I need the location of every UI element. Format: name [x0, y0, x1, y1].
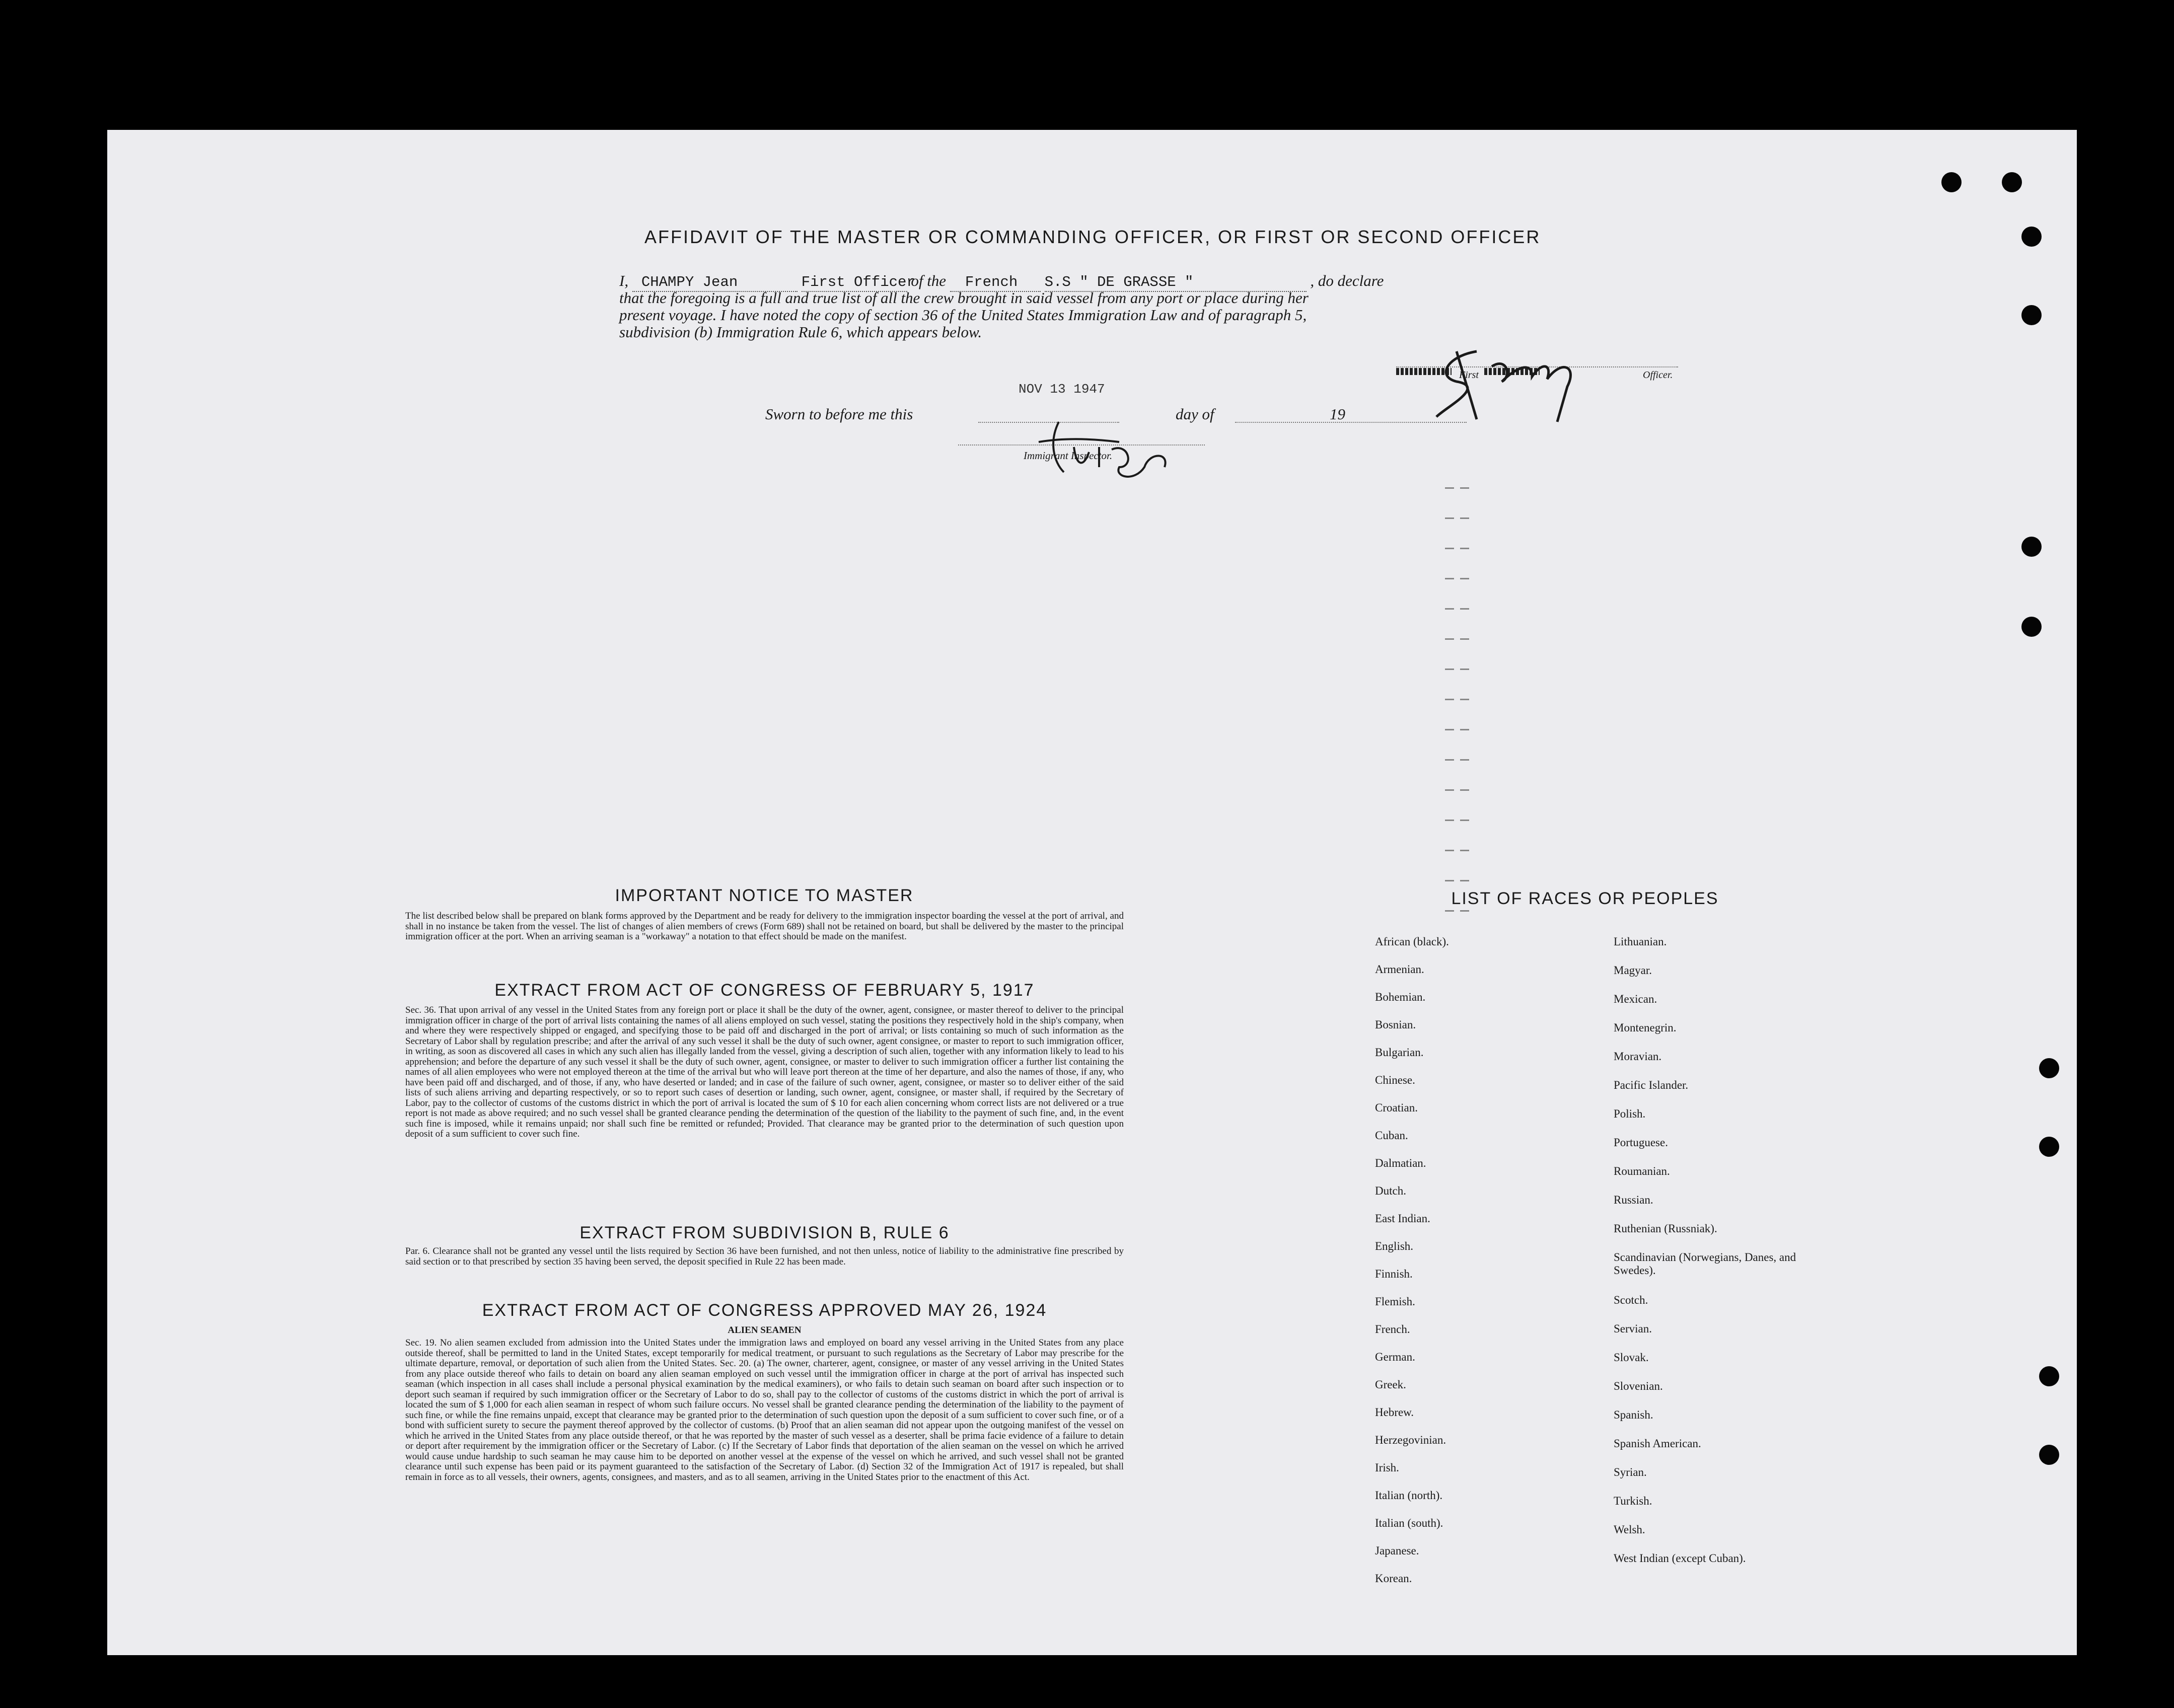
race-item: Servian.: [1614, 1322, 1652, 1335]
race-item: Cuban.: [1375, 1129, 1408, 1142]
race-item: Greek.: [1375, 1378, 1406, 1391]
column-dash: [1445, 578, 1454, 579]
race-item: Italian (north).: [1375, 1489, 1443, 1502]
column-dash: [1460, 548, 1469, 549]
declaration-line-4: subdivision (b) Immigration Rule 6, which appears below.: [619, 323, 982, 341]
date-stamp: NOV 13 1947: [1019, 382, 1105, 397]
race-item: Japanese.: [1375, 1544, 1419, 1557]
race-item: Chinese.: [1375, 1074, 1415, 1086]
punch-hole: [1941, 172, 1962, 192]
race-item: Dalmatian.: [1375, 1157, 1426, 1169]
race-item: Mexican.: [1614, 993, 1657, 1005]
race-item: Welsh.: [1614, 1523, 1645, 1536]
race-item: Bosnian.: [1375, 1018, 1416, 1031]
race-item: Bohemian.: [1375, 991, 1426, 1003]
column-dash: [1445, 638, 1454, 640]
declaration-line-2: that the foregoing is a full and true list of all the crew brought in said vessel from any port or place during her: [619, 289, 1309, 307]
race-item: Scandinavian (Norwegians, Danes, and Swedes).: [1614, 1251, 1796, 1277]
race-item: Turkish.: [1614, 1495, 1652, 1507]
column-dash: [1460, 638, 1469, 640]
race-item: Korean.: [1375, 1572, 1412, 1585]
race-item: Finnish.: [1375, 1268, 1413, 1280]
vessel-name: S.S " DE GRASSE ": [1045, 274, 1307, 292]
race-item: Spanish American.: [1614, 1437, 1701, 1450]
race-item: Portuguese.: [1614, 1136, 1668, 1149]
officer-rank: First Officer: [802, 274, 907, 292]
punch-hole: [2021, 305, 2042, 325]
race-item: Russian.: [1614, 1194, 1653, 1206]
race-item: Spanish.: [1614, 1408, 1653, 1421]
race-item: Lithuanian.: [1614, 935, 1667, 948]
punch-hole: [2021, 537, 2042, 557]
affidavit-title: AFFIDAVIT OF THE MASTER OR COMMANDING OFFICER, OR FIRST OR SECOND OFFICER: [644, 227, 1541, 247]
race-item: French.: [1375, 1323, 1410, 1335]
column-dash: [1460, 578, 1469, 579]
race-item: Italian (south).: [1375, 1517, 1443, 1529]
race-item: Pacific Islander.: [1614, 1079, 1689, 1091]
column-dash: [1460, 759, 1469, 761]
race-item: African (black).: [1375, 935, 1449, 948]
column-dash: [1445, 729, 1454, 730]
column-dash: [1445, 669, 1454, 670]
do-declare-label: , do declare: [1310, 272, 1384, 289]
extract-1924-title: EXTRACT FROM ACT OF CONGRESS APPROVED MAY 26, 1924: [482, 1301, 1047, 1320]
races-title: LIST OF RACES OR PEOPLES: [1451, 889, 1719, 908]
column-dash: [1460, 820, 1469, 821]
column-dash: [1445, 880, 1454, 881]
column-dash: [1445, 820, 1454, 821]
race-item: Montenegrin.: [1614, 1021, 1677, 1034]
column-dash: [1445, 759, 1454, 761]
column-dash: [1445, 548, 1454, 549]
race-item: Bulgarian.: [1375, 1046, 1424, 1059]
officer-signature: [1416, 336, 1688, 427]
punch-hole: [2021, 617, 2042, 637]
of-the-label: of the: [911, 272, 947, 289]
race-item: Syrian.: [1614, 1466, 1647, 1478]
punch-hole: [2039, 1366, 2059, 1386]
extract-1917-title: EXTRACT FROM ACT OF CONGRESS OF FEBRUARY 5, 1917: [494, 981, 1035, 1000]
column-dash: [1460, 850, 1469, 851]
column-dash: [1460, 517, 1469, 519]
column-dash: [1460, 487, 1469, 489]
race-item: Ruthenian (Russniak).: [1614, 1222, 1717, 1235]
punch-hole: [2039, 1137, 2059, 1157]
column-dash: [1460, 608, 1469, 610]
rule6-body: Par. 6. Clearance shall not be granted any vessel until the lists required by Section 36 have been furnished, and not then unless, notice of liability to the administrative fine prescribed by said section or to that prescribed by section 35 having been served, the deposit specified in Rule 22 has been made.: [405, 1246, 1124, 1267]
pronoun: I,: [619, 272, 629, 289]
race-item: Irish.: [1375, 1461, 1399, 1474]
officer-name: CHAMPY Jean: [632, 274, 798, 292]
column-dash: [1445, 910, 1454, 912]
race-item: Slovenian.: [1614, 1380, 1663, 1392]
race-item: English.: [1375, 1240, 1414, 1252]
column-dash: [1445, 487, 1454, 489]
column-dash: [1445, 608, 1454, 610]
rule6-title: EXTRACT FROM SUBDIVISION B, RULE 6: [579, 1223, 950, 1242]
race-item: German.: [1375, 1351, 1415, 1363]
column-dash: [1460, 699, 1469, 700]
race-item: Armenian.: [1375, 963, 1424, 976]
race-item: Slovak.: [1614, 1351, 1649, 1364]
day-of-label: day of: [1176, 405, 1214, 423]
punch-hole: [2002, 172, 2022, 192]
race-item: Scotch.: [1614, 1294, 1648, 1306]
alien-seamen-subtitle: ALIEN SEAMEN: [728, 1325, 802, 1335]
race-item: Croatian.: [1375, 1101, 1418, 1114]
punch-hole: [2039, 1445, 2059, 1465]
column-dash: [1445, 699, 1454, 700]
race-item: East Indian.: [1375, 1212, 1430, 1225]
column-dash: [1445, 789, 1454, 791]
column-dash: [1460, 729, 1469, 730]
column-dash: [1445, 850, 1454, 851]
race-item: West Indian (except Cuban).: [1614, 1552, 1746, 1565]
month-line: [1235, 422, 1467, 423]
column-dash: [1460, 669, 1469, 670]
declaration-line-3: present voyage. I have noted the copy of section 36 of the United States Immigration Law and of paragraph 5,: [619, 306, 1307, 324]
race-item: Dutch.: [1375, 1184, 1406, 1197]
extract-1924-body: Sec. 19. No alien seamen excluded from admission into the United States under the immigration laws and employed on board any vessel arriving in the United States from any place outside thereof, shall be permitted to land in the United States, except temporarily for medical treatment, or pursuant to such regulations as the Secretary of Labor may prescribe for the ultimate departure, removal, or deportation of such alien from the United States. Sec. 20. (a) The owner, charterer, agent, consignee, or master of any vessel arriving in the United States from any place outside thereof who fails to detain on board any alien seaman employed on such vessel until the immigration officer in charge at the port of arrival has inspected such seaman (which inspection in all cases shall include a personal physical examination by the medical examiners), or who fails to detain such seaman on board after such inspection or to deport such seaman if required by such immigration officer or the Secretary of Labor to do so, shall pay to the collector of customs of the customs district in which the port of arrival is located the sum of $ 1,000 for each alien seaman in respect of whom such failure occurs. No vessel shall be granted clearance pending the determination of the liability to the payment of such fine, or while the fine remains unpaid, except that clearance may be granted prior to the determination of such question upon the deposit of a sum sufficient to cover such fine, or of a bond with sufficient surety to secure the payment thereof approved by the collector of customs. (b) Proof that an alien seaman did not appear upon the outgoing manifest of the vessel on which he arrived in the United States from any place outside thereof, or that he was reported by the master of such vessel as a deserter, shall be prima facie evidence of a failure to detain or deport after requirement by the immigration officer or the Secretary of Labor. (c) If the Secretary of Labor finds that deportation of the alien seaman on the vessel on which he arrived would cause undue hardship to such seaman he may cause him to be deported on another vessel at the expense of the vessel on which he arrived, and such vessel shall not be granted clearance until such expense has been paid or its payment guaranteed to the satisfaction of the Secretary of Labor. (d) Section 32 of the Immigration Act of 1917 is repealed, but shall remain in force as to all vessels, their owners, agents, consignees, and masters, and as to all seamen, arriving in the United States prior to the enactment of this Act.: [405, 1338, 1124, 1482]
race-item: Moravian.: [1614, 1050, 1662, 1063]
vessel-nationality: French: [950, 274, 1041, 292]
punch-hole: [2039, 1058, 2059, 1078]
inspector-label: Immigrant Inspector.: [1024, 450, 1113, 462]
punch-hole: [2021, 227, 2042, 247]
sworn-label: Sworn to before me this: [765, 405, 913, 423]
race-item: Polish.: [1614, 1107, 1646, 1120]
column-dash: [1460, 789, 1469, 791]
race-item: Flemish.: [1375, 1295, 1415, 1308]
officer-label: Officer.: [1643, 369, 1673, 381]
notice-body: The list described below shall be prepared on blank forms approved by the Department and be ready for delivery to the immigration inspector boarding the vessel at the port of arrival, and shall in no instance be taken from the vessel. The list of changes of alien members of crews (Form 689) shall not be retained on board, but shall be delivered by the master to the principal immigration officer at the port. When an arriving seaman is a "workaway" a notation to that effect should be made on the manifest.: [405, 911, 1124, 942]
extract-1917-body: Sec. 36. That upon arrival of any vessel in the United States from any foreign port or place it shall be the duty of the owner, agent, consignee, or master thereof to deliver to the principal immigration officer in charge of the port of arrival lists containing the names of all aliens employed on such vessel, stating the positions they respectively hold in the ship's company, when and where they were respectively shipped or engaged, and specifying those to be paid off and discharged in the port of arrival; or lists containing so much of such information as the Secretary of Labor shall by regulation prescribe; and after the arrival of any such vessel it shall be the duty of such owner, agent consignee, or master to report to such immigration officer, in writing, as soon as discovered all cases in which any such alien has illegally landed from the vessel, giving a description of such alien, together with any information likely to lead to his apprehension; and before the departure of any such vessel it shall be the duty of such owner, agent, consignee, or master to deliver to such immigration officer a further list containing the names of all alien employees who were not employed thereon at the time of the arrival but who will leave port thereon at the time of her departure, and also the names of those, if any, who have been paid off and discharged, and of those, if any, who have deserted or landed; and in case of the failure of such owner, agent, consignee, or master so to deliver either of the said lists of such aliens arriving and departing respectively, or so to report such cases of desertion or landing, such owner, agent, consignee, or master shall, if required by the Secretary of Labor, pay to the collector of customs of the customs district in which the port of arrival is located the sum of $ 10 for each alien concerning whom correct lists are not delivered or a true report is not made as above required; and no such vessel shall be granted clearance pending the determination of the question of the liability to the payment of such fine, and, in the event such fine is imposed, while it remains unpaid; nor shall such fine be remitted or refunded; Provided. That clearance may be granted prior to the determination of such question upon deposit of a sum sufficient to cover such fine.: [405, 1005, 1124, 1139]
race-item: Magyar.: [1614, 964, 1652, 977]
notice-title: IMPORTANT NOTICE TO MASTER: [615, 886, 914, 905]
year-prefix: 19: [1330, 405, 1345, 423]
race-item: Herzegovinian.: [1375, 1434, 1446, 1446]
race-item: Hebrew.: [1375, 1406, 1414, 1419]
column-dash: [1460, 910, 1469, 912]
document-page: [107, 130, 2077, 1655]
column-dash: [1460, 880, 1469, 881]
column-dash: [1445, 517, 1454, 519]
race-item: Roumanian.: [1614, 1165, 1670, 1177]
first-label: First: [1459, 369, 1479, 381]
